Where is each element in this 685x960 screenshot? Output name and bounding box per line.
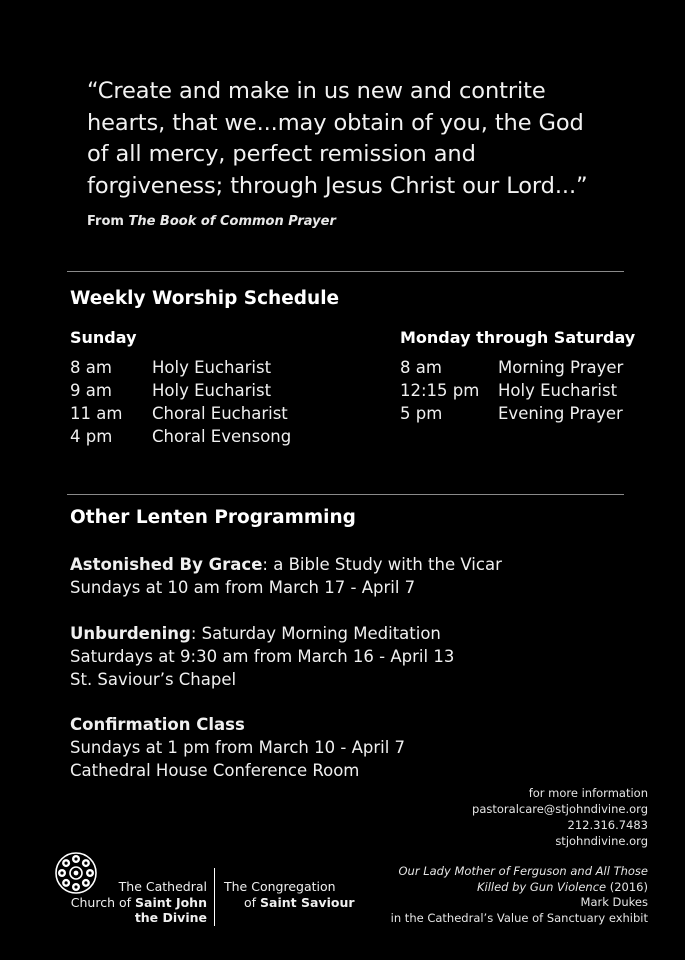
service-name: Holy Eucharist: [152, 381, 272, 400]
quote-line: hearts, that we...may obtain of you, the God: [87, 109, 584, 136]
schedule-row: [400, 402, 635, 425]
quote-line: forgiveness; through Jesus Christ our Lord...”: [87, 172, 588, 199]
service-name: Evening Prayer: [498, 404, 623, 423]
program-name: Confirmation Class: [70, 715, 245, 734]
service-time: 8 am: [400, 358, 442, 377]
schedule-row: [400, 379, 635, 402]
service-name: Choral Eucharist: [152, 404, 288, 423]
artist-name: Mark Dukes: [580, 895, 648, 909]
contact-info: [472, 785, 648, 849]
quote-line: “Create and make in us new and contrite: [87, 78, 546, 104]
cathedral-line: Church of: [70, 894, 135, 910]
artwork-year: (2016): [606, 879, 648, 894]
source-title: The Book of Common Prayer: [128, 214, 336, 229]
weekday-schedule: [400, 328, 635, 425]
program-subtitle: : Saturday Morning Meditation: [190, 624, 441, 643]
service-name: Holy Eucharist: [498, 381, 618, 400]
artwork-title: Killed by Gun Violence: [476, 879, 607, 894]
divider: [67, 271, 624, 272]
service-name: Holy Eucharist: [152, 358, 272, 377]
program-detail: Sundays at 1 pm from March 10 - April 7: [70, 738, 406, 757]
sunday-schedule: [70, 328, 291, 448]
program-heading: [70, 622, 610, 645]
cathedral-name: [71, 879, 207, 926]
schedule-row: [70, 425, 291, 448]
contact-phone: 212.316.7483: [567, 818, 648, 832]
service-name: Morning Prayer: [498, 358, 624, 377]
program-astonished-by-grace: [70, 553, 610, 599]
cathedral-line-bold: the Divine: [134, 910, 207, 925]
congregation-name: [224, 879, 355, 910]
artwork-caption: [391, 864, 648, 926]
quote-line: of all mercy, perfect remission and: [87, 141, 476, 167]
program-name: Unburdening: [70, 624, 191, 643]
program-detail: Cathedral House Conference Room: [70, 761, 360, 780]
program-detail: Saturdays at 9:30 am from March 16 - April 13: [70, 647, 455, 666]
program-confirmation-class: [70, 713, 610, 782]
program-heading: [70, 553, 610, 576]
schedule-row: [70, 356, 291, 379]
schedule-row: [400, 356, 635, 379]
service-time: 8 am: [70, 358, 112, 377]
contact-email[interactable]: pastoralcare@stjohndivine.org: [472, 802, 648, 816]
program-detail: Sundays at 10 am from March 17 - April 7: [70, 578, 416, 597]
sunday-heading: Sunday: [70, 328, 137, 347]
divider: [67, 494, 624, 495]
contact-website[interactable]: stjohndivine.org: [555, 834, 648, 848]
program-detail: St. Saviour’s Chapel: [70, 670, 237, 689]
service-name: Choral Evensong: [152, 427, 292, 446]
congregation-line: of: [244, 894, 261, 910]
lenten-title: Other Lenten Programming: [70, 507, 356, 528]
cathedral-line: The Cathedral: [118, 879, 207, 894]
source-prefix: From: [87, 214, 124, 229]
program-heading: [70, 713, 610, 736]
service-time: 12:15 pm: [400, 381, 480, 400]
schedule-row: [70, 402, 291, 425]
program-subtitle: : a Bible Study with the Vicar: [262, 555, 502, 574]
schedule-row: [70, 379, 291, 402]
prayer-quote: [87, 76, 647, 202]
cathedral-line-bold: Saint John: [135, 894, 207, 910]
quote-source: [87, 214, 336, 229]
schedule-title: Weekly Worship Schedule: [70, 288, 340, 309]
service-time: 9 am: [70, 381, 112, 400]
service-time: 5 pm: [400, 404, 443, 423]
service-time: 11 am: [70, 404, 123, 423]
congregation-line-bold: Saint Saviour: [260, 894, 355, 910]
congregation-line: The Congregation: [224, 879, 336, 894]
logo-divider: [214, 868, 215, 926]
program-name: Astonished By Grace: [70, 555, 263, 574]
program-unburdening: [70, 622, 610, 691]
exhibit-name: in the Cathedral’s Value of Sanctuary exhibit: [390, 910, 648, 925]
weekday-heading: Monday through Saturday: [400, 328, 636, 347]
service-time: 4 pm: [70, 427, 113, 446]
contact-intro: for more information: [528, 786, 648, 800]
artwork-title: Our Lady Mother of Ferguson and All Those: [398, 864, 648, 878]
